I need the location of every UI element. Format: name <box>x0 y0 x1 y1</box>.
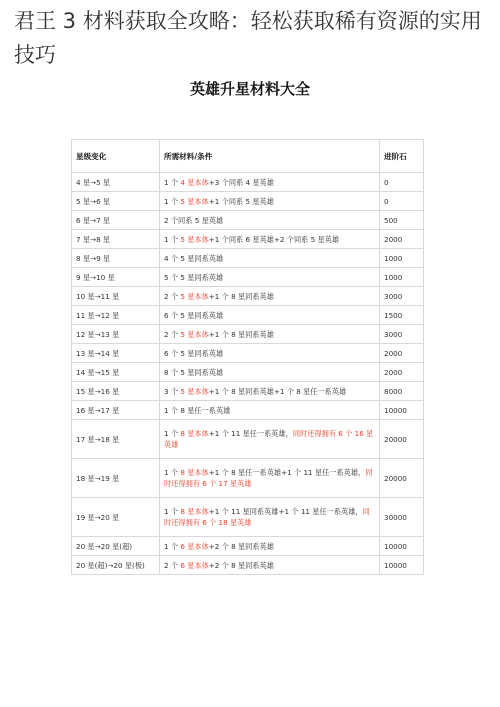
material-text: +1 个 8 星同系英雄 <box>208 329 274 339</box>
highlight-text: 8 星本体 <box>180 507 209 516</box>
cell-star-change: 15 星→16 星 <box>72 382 160 401</box>
cell-star-change: 10 星→11 星 <box>72 287 160 306</box>
material-text: 2 个 <box>164 291 181 301</box>
table-row <box>72 230 424 249</box>
cell-materials <box>160 401 380 420</box>
cell-stone: 1000 <box>380 268 424 287</box>
cell-materials <box>160 382 380 401</box>
table-row <box>72 249 424 268</box>
table-row <box>72 363 424 382</box>
highlight-text: 6 星本体 <box>180 560 209 570</box>
cell-star-change: 5 星→6 星 <box>72 192 160 211</box>
material-text: 5 个 5 星同系英雄 <box>164 272 224 282</box>
table-header-row <box>72 140 424 173</box>
cell-star-change: 14 星→15 星 <box>72 363 160 382</box>
cell-materials <box>160 249 380 268</box>
cell-stone: 3000 <box>380 325 424 344</box>
material-text: 1 个 <box>164 468 181 477</box>
cell-star-change: 6 星→7 星 <box>72 211 160 230</box>
table-row <box>72 420 424 459</box>
cell-star-change: 12 星→13 星 <box>72 325 160 344</box>
table-row <box>72 382 424 401</box>
cell-star-change: 4 星→5 星 <box>72 173 160 192</box>
material-text: +1 个 8 星任一系英雄+1 个 11 星任一系英雄， <box>208 468 366 477</box>
material-text: 6 个 5 星同系英雄 <box>164 310 224 320</box>
cell-stone: 10000 <box>380 556 424 575</box>
material-text: 2 个 <box>164 329 181 339</box>
cell-materials <box>160 537 380 556</box>
table-row <box>72 498 424 537</box>
highlight-text: 5 星本体 <box>180 291 209 301</box>
table-row <box>72 306 424 325</box>
cell-stone: 2000 <box>380 344 424 363</box>
header-star-change: 星级变化 <box>72 140 160 173</box>
cell-materials <box>160 211 380 230</box>
material-text: 1 个 8 星任一系英雄 <box>164 405 231 415</box>
material-text: +1 个 11 星任一系英雄， <box>208 429 293 438</box>
cell-star-change: 11 星→12 星 <box>72 306 160 325</box>
table-row <box>72 344 424 363</box>
cell-stone: 3000 <box>380 287 424 306</box>
highlight-text: 8 星本体 <box>180 468 209 477</box>
table-row <box>72 211 424 230</box>
cell-materials <box>160 420 380 459</box>
cell-materials <box>160 556 380 575</box>
highlight-text: 4 星本体 <box>180 177 209 187</box>
cell-materials <box>160 173 380 192</box>
highlight-text: 6 星本体 <box>180 541 209 551</box>
material-text: +3 个同系 4 星英雄 <box>208 177 274 187</box>
cell-star-change: 9 星→10 星 <box>72 268 160 287</box>
material-text: +2 个 8 星同系英雄 <box>208 541 274 551</box>
cell-star-change: 19 星→20 星 <box>72 498 160 537</box>
cell-stone: 500 <box>380 211 424 230</box>
highlight-text: 同时还得拥有 6 个 17 星英雄 <box>164 468 373 488</box>
upgrade-materials-table <box>71 139 424 575</box>
highlight-text: 8 星本体 <box>180 429 209 438</box>
cell-star-change: 20 星→20 星(超) <box>72 537 160 556</box>
material-text: 3 个 <box>164 386 181 396</box>
cell-stone: 30000 <box>380 498 424 537</box>
highlight-text: 5 星本体 <box>180 329 209 339</box>
material-text: +1 个同系 5 星英雄 <box>208 196 274 206</box>
cell-star-change: 18 星→19 星 <box>72 459 160 498</box>
cell-materials <box>160 325 380 344</box>
material-text: 1 个 <box>164 177 181 187</box>
cell-materials <box>160 192 380 211</box>
cell-stone: 2000 <box>380 363 424 382</box>
table-row <box>72 192 424 211</box>
header-stone: 进阶石 <box>380 140 424 173</box>
table-row <box>72 556 424 575</box>
material-text: 1 个 <box>164 234 181 244</box>
table-row <box>72 325 424 344</box>
table-row <box>72 287 424 306</box>
cell-stone: 0 <box>380 173 424 192</box>
material-text: 1 个 <box>164 507 181 516</box>
cell-materials <box>160 498 380 537</box>
material-text: 2 个同系 5 星英雄 <box>164 215 224 225</box>
material-text: +1 个 8 星同系英雄 <box>208 291 274 301</box>
cell-star-change: 7 星→8 星 <box>72 230 160 249</box>
table-row <box>72 173 424 192</box>
cell-materials <box>160 268 380 287</box>
highlight-text: 5 星本体 <box>180 234 209 244</box>
material-text: +1 个 8 星同系英雄+1 个 8 星任一系英雄 <box>208 386 347 396</box>
table-title: 英雄升星材料大全 <box>189 80 310 98</box>
highlight-text: 5 星本体 <box>180 386 209 396</box>
upgrade-table-container <box>71 139 423 575</box>
cell-star-change: 17 星→18 星 <box>72 420 160 459</box>
material-text: 1 个 <box>164 196 181 206</box>
material-text: 2 个 <box>164 560 181 570</box>
highlight-text: 5 星本体 <box>180 196 209 206</box>
table-row <box>72 268 424 287</box>
material-text: +1 个同系 6 星英雄+2 个同系 5 星英雄 <box>208 234 340 244</box>
cell-star-change: 13 星→14 星 <box>72 344 160 363</box>
cell-star-change: 16 星→17 星 <box>72 401 160 420</box>
table-row <box>72 537 424 556</box>
highlight-text: 同时还得拥有 6 个 16 星英雄 <box>164 429 374 449</box>
highlight-text: 同时还得拥有 6 个 18 星英雄 <box>164 507 370 527</box>
cell-stone: 0 <box>380 192 424 211</box>
cell-stone: 1500 <box>380 306 424 325</box>
cell-materials <box>160 306 380 325</box>
cell-stone: 2000 <box>380 230 424 249</box>
cell-stone: 10000 <box>380 537 424 556</box>
material-text: +2 个 8 星同系英雄 <box>208 560 274 570</box>
table-row <box>72 401 424 420</box>
cell-stone: 20000 <box>380 459 424 498</box>
article-headline: 君王 3 材料获取全攻略：轻松获取稀有资源的实用技巧 <box>14 9 482 67</box>
cell-stone: 8000 <box>380 382 424 401</box>
material-text: 4 个 5 星同系英雄 <box>164 253 224 263</box>
table-row <box>72 459 424 498</box>
cell-materials <box>160 459 380 498</box>
cell-stone: 10000 <box>380 401 424 420</box>
material-text: 1 个 <box>164 429 181 438</box>
cell-star-change: 8 星→9 星 <box>72 249 160 268</box>
material-text: 8 个 5 星同系英雄 <box>164 367 224 377</box>
cell-stone: 1000 <box>380 249 424 268</box>
material-text: +1 个 11 星同系英雄+1 个 11 星任一系英雄， <box>208 507 363 516</box>
material-text: 1 个 <box>164 541 181 551</box>
material-text: 6 个 5 星同系英雄 <box>164 348 224 358</box>
cell-stone: 20000 <box>380 420 424 459</box>
cell-materials <box>160 344 380 363</box>
cell-materials <box>160 363 380 382</box>
cell-materials <box>160 230 380 249</box>
cell-star-change: 20 星(超)→20 星(极) <box>72 556 160 575</box>
cell-materials <box>160 287 380 306</box>
table-body <box>72 173 424 575</box>
header-materials: 所需材料/条件 <box>160 140 380 173</box>
